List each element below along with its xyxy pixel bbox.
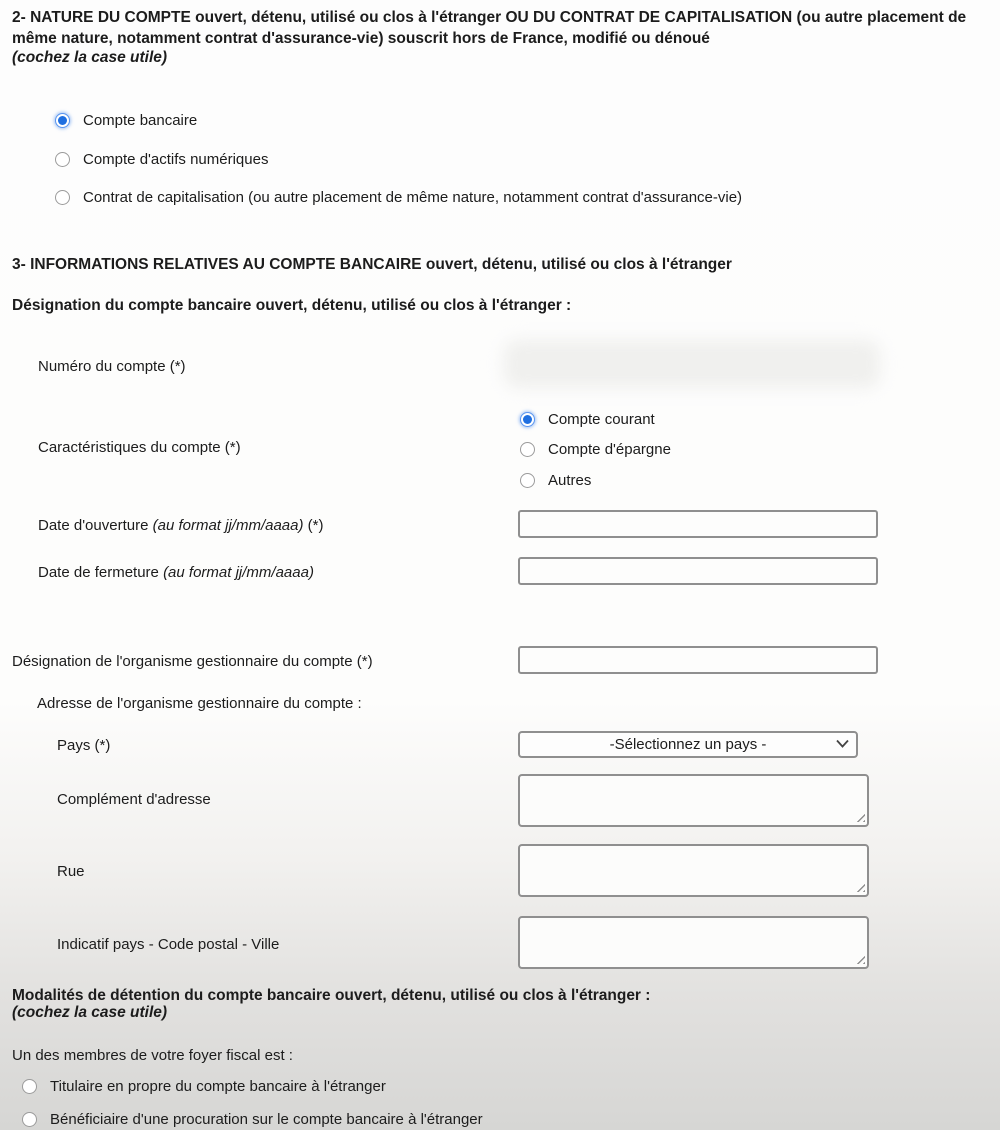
radio-option-label[interactable]: Titulaire en propre du compte bancaire à l'étranger	[50, 1078, 386, 1095]
institution-name-input[interactable]	[518, 646, 878, 674]
address-line2-field	[518, 774, 869, 827]
account-type-label: Caractéristiques du compte (*)	[38, 439, 241, 456]
radio-unselected-icon[interactable]	[520, 442, 535, 457]
type-option-compte-epargne[interactable]	[520, 441, 671, 458]
type-option-autres[interactable]	[520, 472, 591, 489]
section2-instruction: (cochez la case utile)	[12, 49, 168, 66]
modalites-instruction: (cochez la case utile)	[12, 1004, 168, 1021]
nature-option-contrat-capitalisation[interactable]	[55, 189, 742, 206]
nature-option-actifs-numeriques[interactable]	[55, 151, 268, 168]
postal-city-field	[518, 916, 869, 969]
nature-option-compte-bancaire[interactable]	[55, 112, 197, 129]
address-line2-label: Complément d'adresse	[57, 791, 211, 808]
radio-unselected-icon[interactable]	[55, 152, 70, 167]
radio-option-label[interactable]: Compte bancaire	[83, 112, 198, 129]
chevron-down-icon	[836, 739, 849, 748]
holder-option-procuration[interactable]	[22, 1111, 483, 1128]
street-field	[518, 844, 869, 897]
closing-date-input[interactable]	[518, 557, 878, 585]
address-line2-textarea[interactable]	[518, 774, 869, 827]
account-number-field-redacted[interactable]	[508, 344, 876, 384]
radio-option-label[interactable]: Bénéficiaire d'une procuration sur le compte bancaire à l'étranger	[50, 1111, 483, 1128]
section3-title: 3- INFORMATIONS RELATIVES AU COMPTE BANCAIRE ouvert, détenu, utilisé ou clos à l'étranger	[12, 256, 732, 273]
radio-unselected-icon[interactable]	[520, 473, 535, 488]
country-label: Pays (*)	[57, 737, 111, 754]
radio-option-label[interactable]: Compte courant	[548, 411, 655, 428]
institution-address-heading: Adresse de l'organisme gestionnaire du compte :	[37, 695, 362, 712]
modalites-title: Modalités de détention du compte bancaire ouvert, détenu, utilisé ou clos à l'étranger :	[12, 987, 651, 1004]
label-text: Date d'ouverture	[38, 517, 153, 534]
radio-unselected-icon[interactable]	[22, 1112, 37, 1127]
radio-selected-icon[interactable]	[55, 113, 70, 128]
radio-option-label[interactable]: Compte d'actifs numériques	[83, 151, 269, 168]
country-select[interactable]	[518, 731, 858, 758]
label-required-mark: (*)	[303, 517, 324, 534]
section3-subtitle: Désignation du compte bancaire ouvert, détenu, utilisé ou clos à l'étranger :	[12, 297, 572, 314]
section2-title: 2- NATURE DU COMPTE ouvert, détenu, utilisé ou clos à l'étranger OU DU CONTRAT DE CAPITALISATION (ou autre placement de même nature, notamment contrat d'assurance-vie) souscrit hors de France, modifié ou dénoué	[12, 9, 967, 47]
street-textarea[interactable]	[518, 844, 869, 897]
country-select-value: -Sélectionnez un pays -	[609, 736, 767, 753]
radio-unselected-icon[interactable]	[55, 190, 70, 205]
opening-date-label	[38, 517, 324, 534]
radio-option-label[interactable]: Contrat de capitalisation (ou autre placement de même nature, notamment contrat d'assurance-vie)	[83, 189, 743, 206]
opening-date-input[interactable]	[518, 510, 878, 538]
postal-city-textarea[interactable]	[518, 916, 869, 969]
household-member-intro: Un des membres de votre foyer fiscal est :	[12, 1047, 293, 1064]
type-option-compte-courant[interactable]	[520, 411, 655, 428]
radio-selected-icon[interactable]	[520, 412, 535, 427]
label-format-hint: (au format jj/mm/aaaa)	[163, 564, 314, 581]
account-number-label: Numéro du compte (*)	[38, 358, 186, 375]
radio-option-label[interactable]: Autres	[548, 472, 592, 489]
label-text: Date de fermeture	[38, 564, 164, 581]
radio-unselected-icon[interactable]	[22, 1079, 37, 1094]
institution-name-label: Désignation de l'organisme gestionnaire du compte (*)	[12, 653, 373, 670]
holder-option-titulaire[interactable]	[22, 1078, 386, 1095]
radio-option-label[interactable]: Compte d'épargne	[548, 441, 671, 458]
postal-city-label: Indicatif pays - Code postal - Ville	[57, 936, 280, 953]
closing-date-label	[38, 564, 314, 581]
label-format-hint: (au format jj/mm/aaaa)	[152, 517, 304, 534]
street-label: Rue	[57, 863, 85, 880]
